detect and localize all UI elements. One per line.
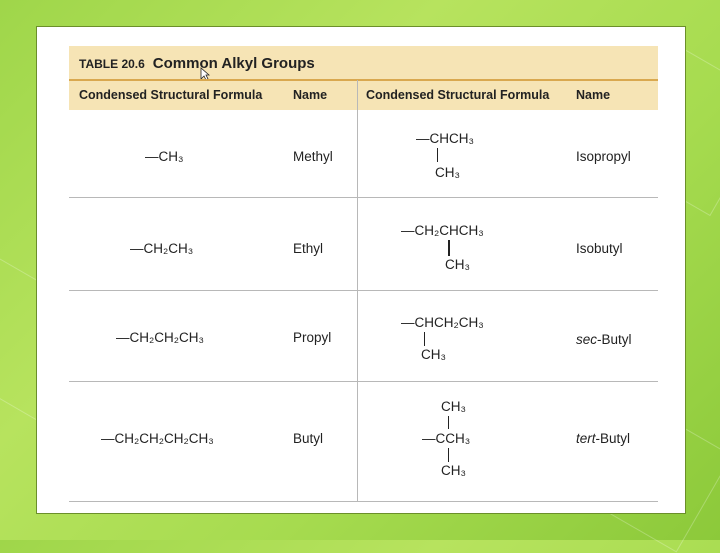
slide-frame — [36, 26, 686, 514]
formula-isopropyl-branch: CH₃ — [435, 165, 460, 180]
formula-butyl: —CH₂CH₂CH₂CH₃ — [101, 431, 214, 446]
row-divider — [69, 197, 658, 198]
bond-line — [448, 416, 449, 429]
name-sec-butyl-suffix: -Butyl — [597, 332, 632, 347]
name-methyl: Methyl — [293, 149, 333, 164]
formula-tert-butyl-main: —CCH₃ — [422, 431, 471, 446]
column-header-formula-2: Condensed Structural Formula — [366, 88, 550, 102]
bond-line — [448, 240, 450, 256]
column-header-name-2: Name — [576, 88, 611, 102]
bond-line — [437, 148, 438, 162]
formula-propyl: —CH₂CH₂CH₃ — [116, 330, 204, 345]
bond-line — [424, 332, 425, 346]
row-divider — [69, 381, 658, 382]
table-number: TABLE 20.6 — [79, 57, 145, 71]
formula-sec-butyl-main: —CHCH₂CH₃ — [401, 315, 484, 330]
name-isobutyl: Isobutyl — [576, 241, 623, 256]
name-tert-butyl-prefix: tert — [576, 431, 596, 446]
table-caption: Common Alkyl Groups — [152, 55, 315, 72]
formula-tert-butyl-top: CH₃ — [441, 399, 466, 414]
name-tert-butyl-suffix: -Butyl — [595, 431, 631, 446]
formula-ethyl: —CH₂CH₃ — [130, 241, 194, 256]
name-butyl: Butyl — [293, 431, 324, 446]
name-tert-butyl — [576, 431, 630, 446]
formula-isopropyl-main: —CHCH₃ — [416, 131, 474, 146]
formula-tert-butyl-bottom: CH₃ — [441, 463, 466, 478]
bond-line — [448, 448, 449, 462]
table-title — [79, 55, 315, 72]
row-divider — [69, 501, 658, 502]
formula-isobutyl-main: —CH₂CHCH₃ — [401, 223, 484, 238]
column-header-name-1: Name — [293, 88, 328, 102]
name-isopropyl: Isopropyl — [576, 149, 631, 164]
name-sec-butyl-prefix: sec — [576, 332, 598, 347]
name-ethyl: Ethyl — [293, 241, 324, 256]
column-header-formula-1: Condensed Structural Formula — [79, 88, 263, 102]
formula-methyl: —CH₃ — [145, 149, 184, 164]
formula-isobutyl-branch: CH₃ — [445, 257, 470, 272]
formula-sec-butyl-branch: CH₃ — [421, 347, 446, 362]
row-divider — [69, 290, 658, 291]
title-rule — [69, 79, 658, 81]
name-propyl: Propyl — [293, 330, 332, 345]
name-sec-butyl — [576, 332, 632, 347]
